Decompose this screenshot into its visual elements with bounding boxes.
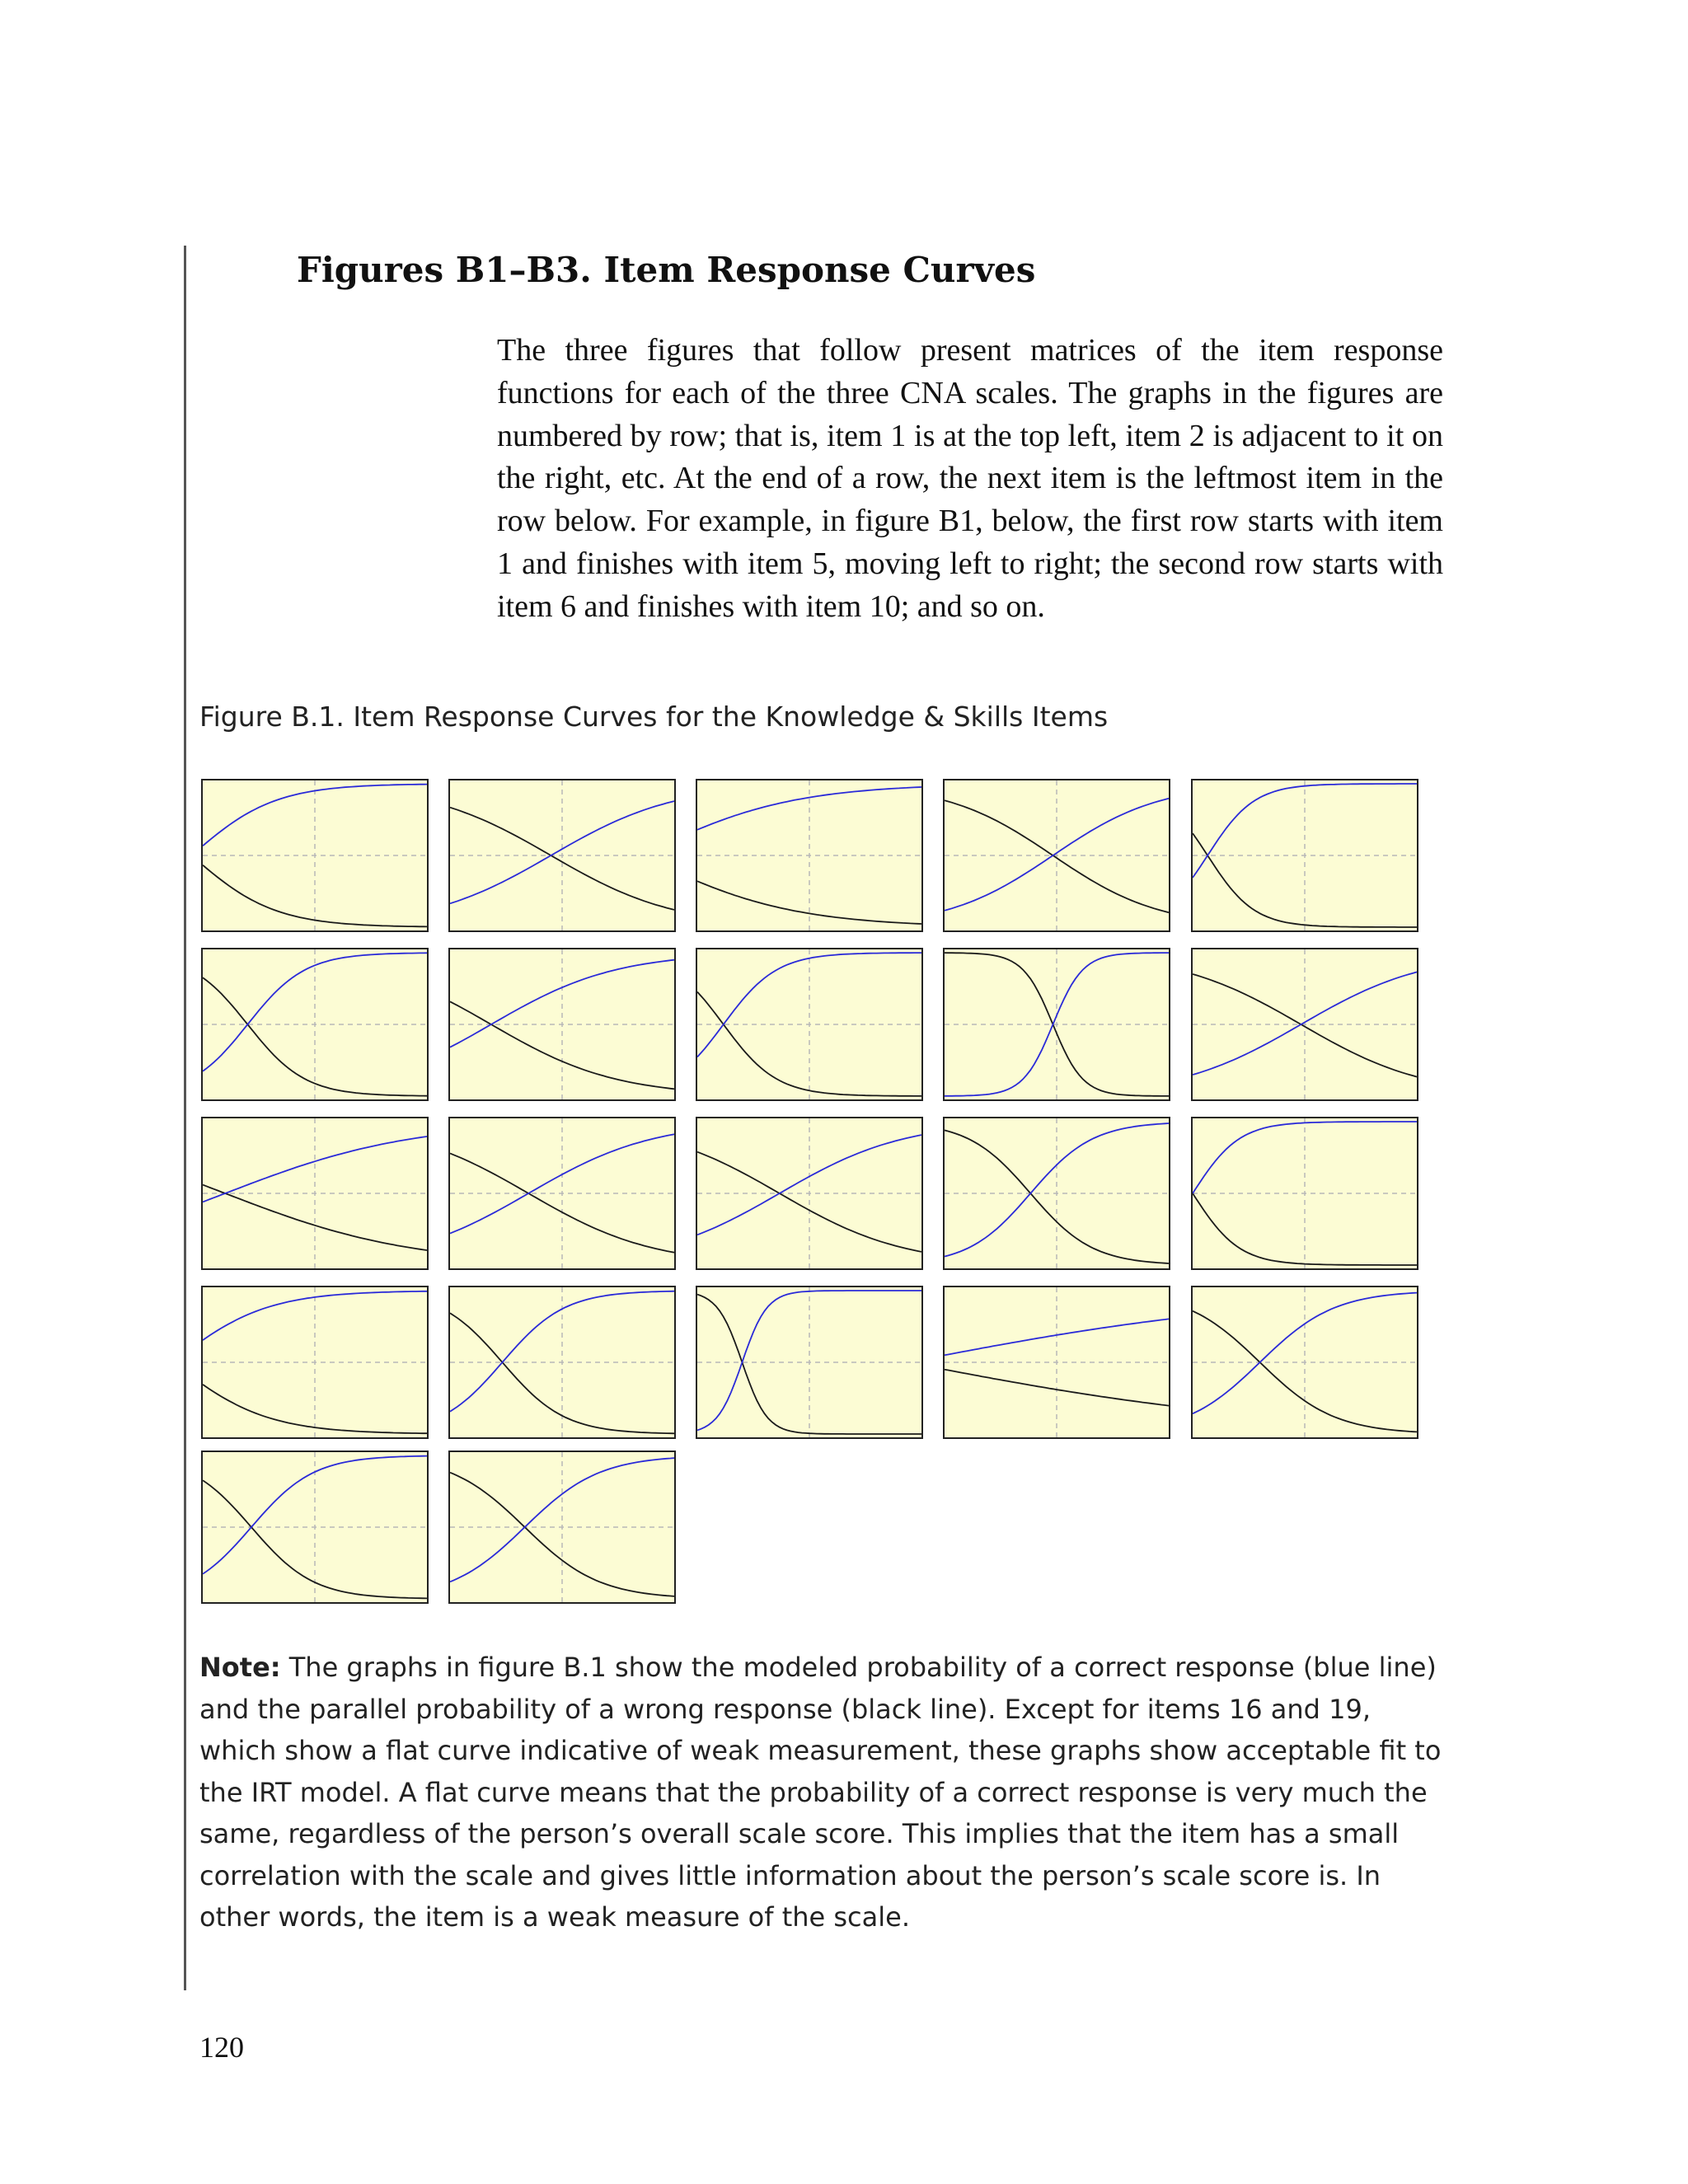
correct-response-curve-16 xyxy=(203,1291,427,1340)
intro-paragraph: The three figures that follow present matrices of the item response functions for each of the three CNA scales. The graphs in the figures are numbered by row; that is, item 1 is at the top left, item 2 is adjacent to it on the right, etc. At the end of a row, the next item is the leftmost item in the row below. For example, in figure B1, below, the first row starts with item 1 and finishes with item 5, moving left to right; the second row starts with item 6 and finishes with item 10; and so on. xyxy=(497,333,1443,624)
wrong-response-curve-22 xyxy=(450,1473,674,1596)
item-curve-panel-20 xyxy=(1191,1286,1418,1439)
item-curve-panel-15 xyxy=(1191,1117,1418,1270)
item-curve-panel-9 xyxy=(943,948,1170,1101)
page-number: 120 xyxy=(199,2031,244,2064)
wrong-response-curve-13 xyxy=(697,1152,921,1252)
item-curve-plot-19 xyxy=(945,1287,1169,1437)
wrong-response-curve-10 xyxy=(1193,974,1417,1077)
item-curve-plot-13 xyxy=(697,1118,921,1268)
wrong-response-curve-18 xyxy=(697,1295,921,1434)
correct-response-curve-4 xyxy=(945,799,1169,911)
item-curve-plot-18 xyxy=(697,1287,921,1437)
wrong-response-curve-11 xyxy=(203,1185,427,1250)
item-curve-panel-12 xyxy=(448,1117,676,1270)
item-curve-plot-4 xyxy=(945,780,1169,930)
wrong-response-curve-14 xyxy=(945,1130,1169,1263)
item-curve-panel-8 xyxy=(696,948,923,1101)
item-curve-plot-3 xyxy=(697,780,921,930)
item-curve-panel-10 xyxy=(1191,948,1418,1101)
item-curve-panel-7 xyxy=(448,948,676,1101)
wrong-response-curve-5 xyxy=(1193,833,1417,927)
section-heading: Figures B1–B3. Item Response Curves xyxy=(297,250,1036,290)
item-curve-plot-9 xyxy=(945,949,1169,1099)
item-curve-panel-4 xyxy=(943,779,1170,932)
item-curve-panel-14 xyxy=(943,1117,1170,1270)
wrong-response-curve-7 xyxy=(450,1001,674,1089)
item-curve-plot-15 xyxy=(1193,1118,1417,1268)
margin-rule xyxy=(184,246,186,1990)
correct-response-curve-8 xyxy=(697,953,921,1057)
figure-note xyxy=(199,1647,1452,1938)
item-curve-panel-18 xyxy=(696,1286,923,1439)
item-curve-panel-6 xyxy=(201,948,429,1101)
item-curve-plot-5 xyxy=(1193,780,1417,930)
item-curve-plot-21 xyxy=(203,1452,427,1602)
correct-response-curve-19 xyxy=(945,1319,1169,1355)
item-curve-plot-10 xyxy=(1193,949,1417,1099)
item-curve-panel-1 xyxy=(201,779,429,932)
item-curve-panel-16 xyxy=(201,1286,429,1439)
wrong-response-curve-2 xyxy=(450,808,674,910)
wrong-response-curve-8 xyxy=(697,992,921,1096)
item-curve-panel-2 xyxy=(448,779,676,932)
wrong-response-curve-1 xyxy=(203,865,427,927)
correct-response-curve-20 xyxy=(1193,1293,1417,1414)
wrong-response-curve-16 xyxy=(203,1385,427,1433)
item-curve-panel-19 xyxy=(943,1286,1170,1439)
correct-response-curve-5 xyxy=(1193,784,1417,878)
correct-response-curve-10 xyxy=(1193,972,1417,1075)
item-curve-plot-22 xyxy=(450,1452,674,1602)
correct-response-curve-12 xyxy=(450,1134,674,1233)
correct-response-curve-7 xyxy=(450,960,674,1047)
correct-response-curve-15 xyxy=(1193,1122,1417,1193)
item-curve-plot-17 xyxy=(450,1287,674,1437)
item-curve-plot-7 xyxy=(450,949,674,1099)
wrong-response-curve-20 xyxy=(1193,1311,1417,1432)
wrong-response-curve-12 xyxy=(450,1153,674,1252)
correct-response-curve-18 xyxy=(697,1291,921,1430)
wrong-response-curve-21 xyxy=(203,1480,427,1598)
item-curve-plot-14 xyxy=(945,1118,1169,1268)
correct-response-curve-17 xyxy=(450,1291,674,1412)
correct-response-curve-14 xyxy=(945,1123,1169,1257)
wrong-response-curve-6 xyxy=(203,977,427,1096)
correct-response-curve-21 xyxy=(203,1456,427,1574)
item-curve-panel-5 xyxy=(1191,779,1418,932)
item-curve-plot-20 xyxy=(1193,1287,1417,1437)
figure-caption: Figure B.1. Item Response Curves for the Knowledge & Skills Items xyxy=(199,701,1109,733)
item-curve-plot-11 xyxy=(203,1118,427,1268)
item-curve-panel-17 xyxy=(448,1286,676,1439)
correct-response-curve-11 xyxy=(203,1137,427,1202)
item-curve-plot-8 xyxy=(697,949,921,1099)
wrong-response-curve-19 xyxy=(945,1370,1169,1406)
wrong-response-curve-9 xyxy=(945,953,1169,1096)
correct-response-curve-1 xyxy=(203,785,427,846)
correct-response-curve-9 xyxy=(945,953,1169,1096)
wrong-response-curve-3 xyxy=(697,881,921,924)
wrong-response-curve-17 xyxy=(450,1313,674,1433)
note-text: The graphs in figure B.1 show the modeled probability of a correct response (blue line) and the parallel probability of a wrong response (black line). Except for items 16 and 19, which show a flat curve indicative of weak measurement, these graphs show acceptable fit to the IRT model. A flat curve means that the probability of a correct response is very much the same, regardless of the person’s overall scale score. This implies that the item has a small correlation with the scale and gives little information about the person’s scale score is. In other words, the item is a weak measure of the scale. xyxy=(199,1652,1442,1933)
item-curve-plot-1 xyxy=(203,780,427,930)
item-curve-plot-16 xyxy=(203,1287,427,1437)
item-curve-plot-12 xyxy=(450,1118,674,1268)
correct-response-curve-6 xyxy=(203,953,427,1071)
correct-response-curve-22 xyxy=(450,1458,674,1582)
note-label: Note: xyxy=(199,1652,281,1683)
item-curve-panel-11 xyxy=(201,1117,429,1270)
item-curve-panel-21 xyxy=(201,1451,429,1604)
item-curve-panel-13 xyxy=(696,1117,923,1270)
wrong-response-curve-4 xyxy=(945,800,1169,912)
item-curve-plot-6 xyxy=(203,949,427,1099)
item-curve-panel-22 xyxy=(448,1451,676,1604)
correct-response-curve-3 xyxy=(697,787,921,830)
wrong-response-curve-15 xyxy=(1193,1193,1417,1265)
correct-response-curve-13 xyxy=(697,1135,921,1235)
correct-response-curve-2 xyxy=(450,801,674,903)
item-curve-plot-2 xyxy=(450,780,674,930)
item-curve-panel-3 xyxy=(696,779,923,932)
